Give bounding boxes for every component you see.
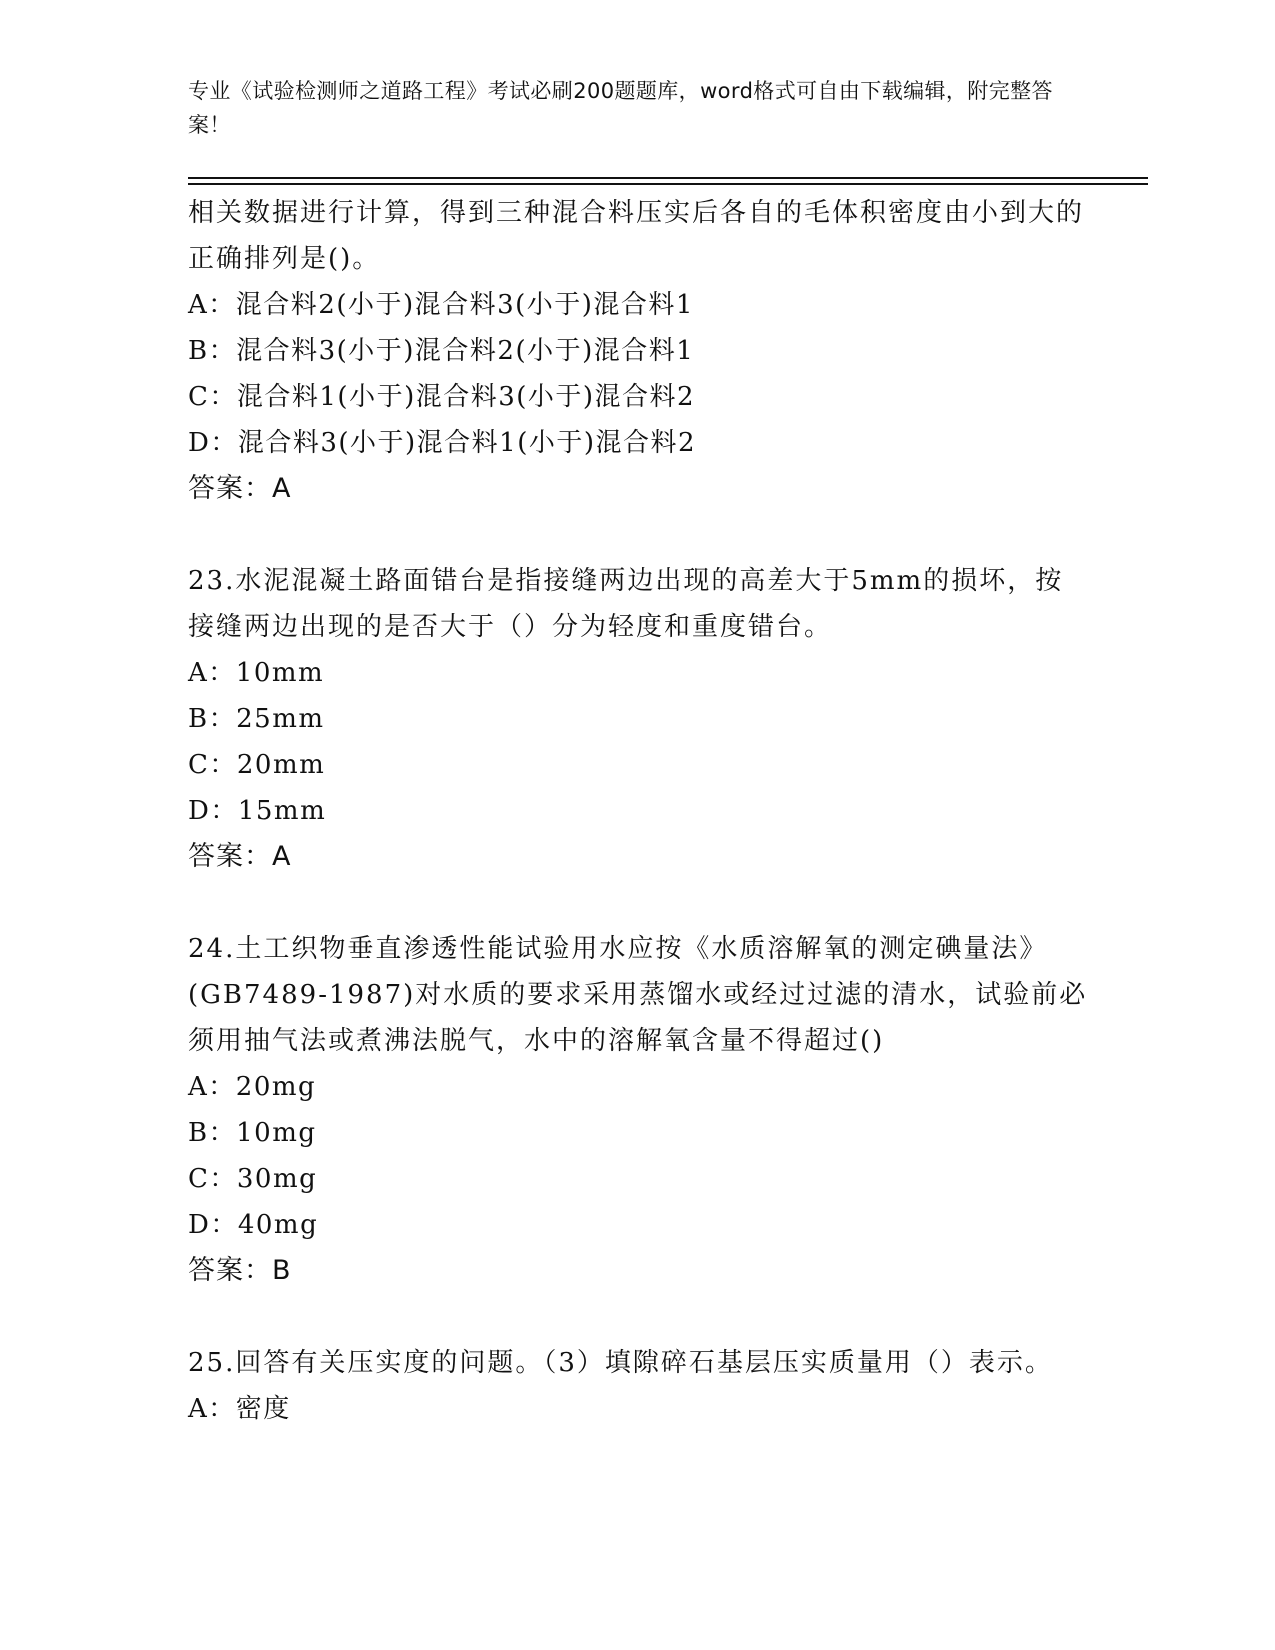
option-d: D：15mm [188, 796, 327, 826]
header-divider-secondary [188, 183, 1148, 185]
question-stem: 24.土工织物垂直渗透性能试验用水应按《水质溶解氧的测定碘量法》(GB7489-1987)对水质的要求采用蒸馏水或经过过滤的清水，试验前必须用抽气法或煮沸法脱气，水中的溶解氧含量不得超过() [188, 934, 1088, 1056]
answer-line: 答案：A [188, 473, 292, 504]
question-stem: 23.水泥混凝土路面错台是指接缝两边出现的高差大于5mm的损坏，按接缝两边出现的是否大于（）分为轻度和重度错台。 [188, 566, 1064, 642]
option-d: D：混合料3(小于)混合料1(小于)混合料2 [188, 428, 697, 458]
option-d: D：40mg [188, 1210, 319, 1240]
question-list [188, 190, 1088, 1432]
option-b: B：混合料3(小于)混合料2(小于)混合料1 [188, 336, 695, 366]
question-block-23 [188, 558, 1088, 880]
question-stem: 25.回答有关压实度的问题。（3）填隙碎石基层压实质量用（）表示。 [188, 1348, 1053, 1378]
option-a: A：密度 [188, 1394, 291, 1424]
option-b: B：25mm [188, 704, 325, 734]
answer-line: 答案：A [188, 841, 292, 872]
option-a: A：20mg [188, 1072, 317, 1102]
document-header: 专业《试验检测师之道路工程》考试必刷200题题库，word格式可自由下载编辑，附完整答案！ [188, 79, 1053, 137]
question-spacer [188, 512, 1088, 558]
option-c: C：20mm [188, 750, 326, 780]
option-b: B：10mg [188, 1118, 317, 1148]
question-stem: 相关数据进行计算，得到三种混合料压实后各自的毛体积密度由小到大的正确排列是()。 [188, 198, 1085, 274]
option-a: A：混合料2(小于)混合料3(小于)混合料1 [188, 290, 694, 320]
question-block-25 [188, 1340, 1088, 1432]
question-block-22 [188, 190, 1088, 512]
question-spacer [188, 880, 1088, 926]
option-c: C：混合料1(小于)混合料3(小于)混合料2 [188, 382, 696, 412]
option-c: C：30mg [188, 1164, 318, 1194]
question-block-24 [188, 926, 1088, 1294]
question-spacer [188, 1294, 1088, 1340]
answer-line: 答案：B [188, 1255, 292, 1286]
header-divider [188, 177, 1148, 179]
option-a: A：10mm [188, 658, 325, 688]
